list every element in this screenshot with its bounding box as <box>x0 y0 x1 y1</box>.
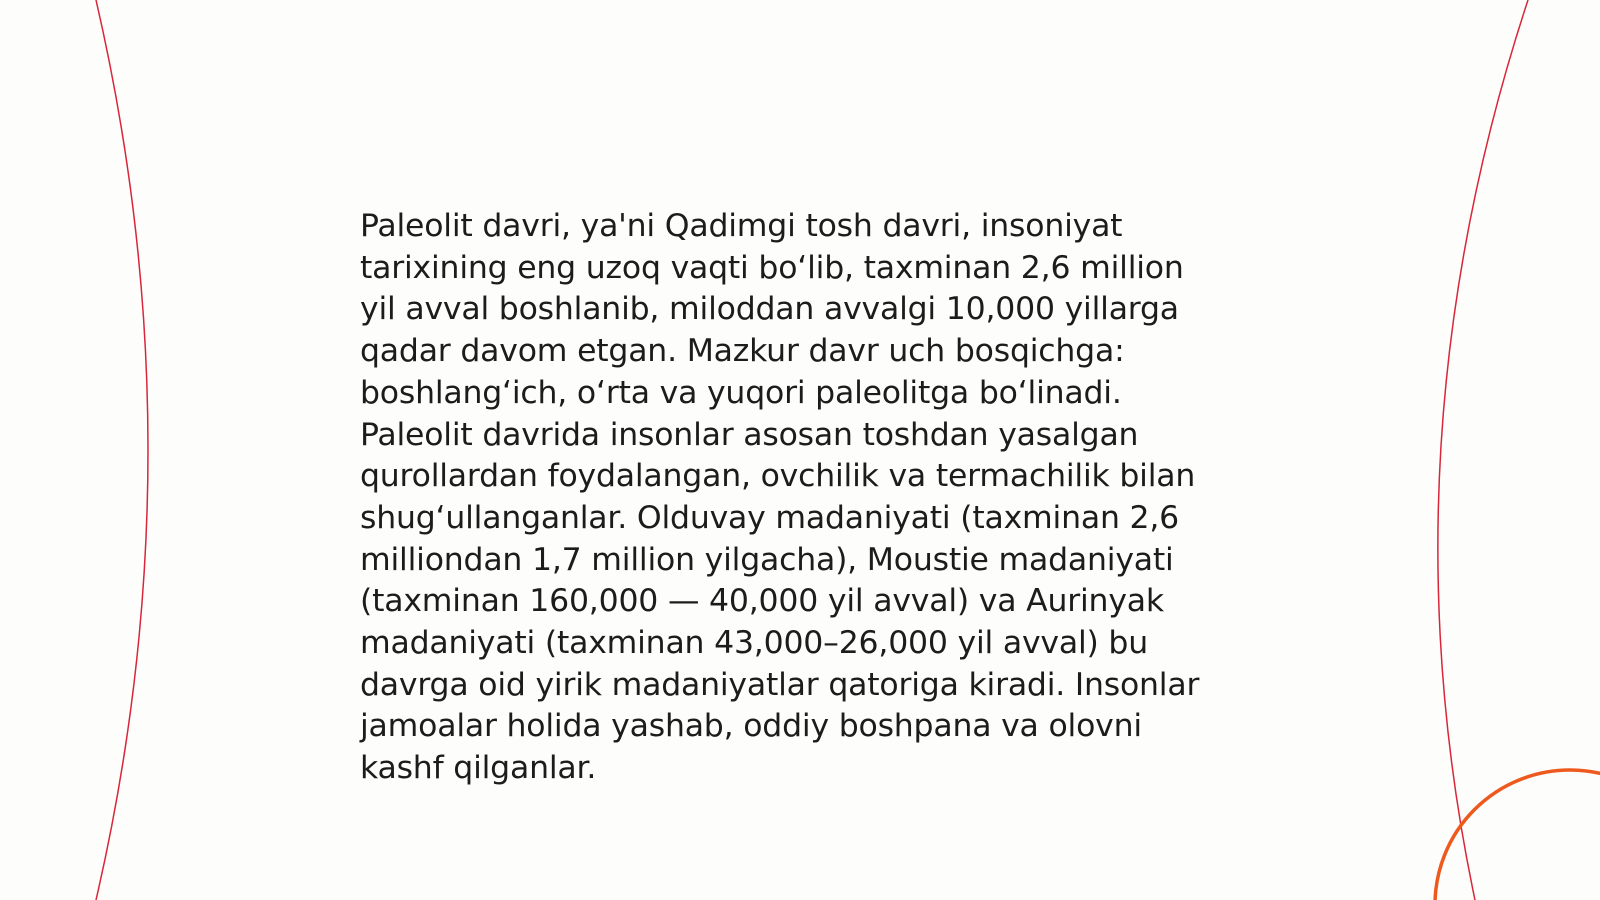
text-line: boshlang‘ich, o‘rta va yuqori paleolitga bo‘linadi. <box>360 374 1122 411</box>
text-line: madaniyati (taxminan 43,000–26,000 yil avval) bu <box>360 625 1148 662</box>
orange-circle-outline <box>1435 770 1600 900</box>
text-line: yil avval boshlanib, miloddan avvalgi 10,000 yillarga <box>360 291 1179 328</box>
text-line: qadar davom etgan. Mazkur davr uch bosqichga: <box>360 333 1125 370</box>
text-line: tarixining eng uzoq vaqti bo‘lib, taxminan 2,6 million <box>360 249 1184 286</box>
text-line: davrga oid yirik madaniyatlar qatoriga kiradi. Insonlar <box>360 666 1200 703</box>
text-line: jamoalar holida yashab, oddiy boshpana va olovni <box>360 708 1142 745</box>
text-line: Paleolit davrida insonlar asosan toshdan yasalgan <box>360 416 1139 453</box>
right-curve-line <box>1438 0 1528 900</box>
text-line: shug‘ullanganlar. Olduvay madaniyati (taxminan 2,6 <box>360 499 1180 536</box>
body-text <box>360 206 1260 790</box>
text-line: (taxminan 160,000 — 40,000 yil avval) va Aurinyak <box>360 583 1164 620</box>
text-line: Paleolit davri, ya'ni Qadimgi tosh davri, insoniyat <box>360 208 1123 244</box>
text-line: qurollardan foydalangan, ovchilik va termachilik bilan <box>360 458 1196 495</box>
left-curve-line <box>96 0 148 900</box>
text-line: milliondan 1,7 million yilgacha), Moustie madaniyati <box>360 541 1174 578</box>
text-line: kashf qilganlar. <box>360 750 597 787</box>
